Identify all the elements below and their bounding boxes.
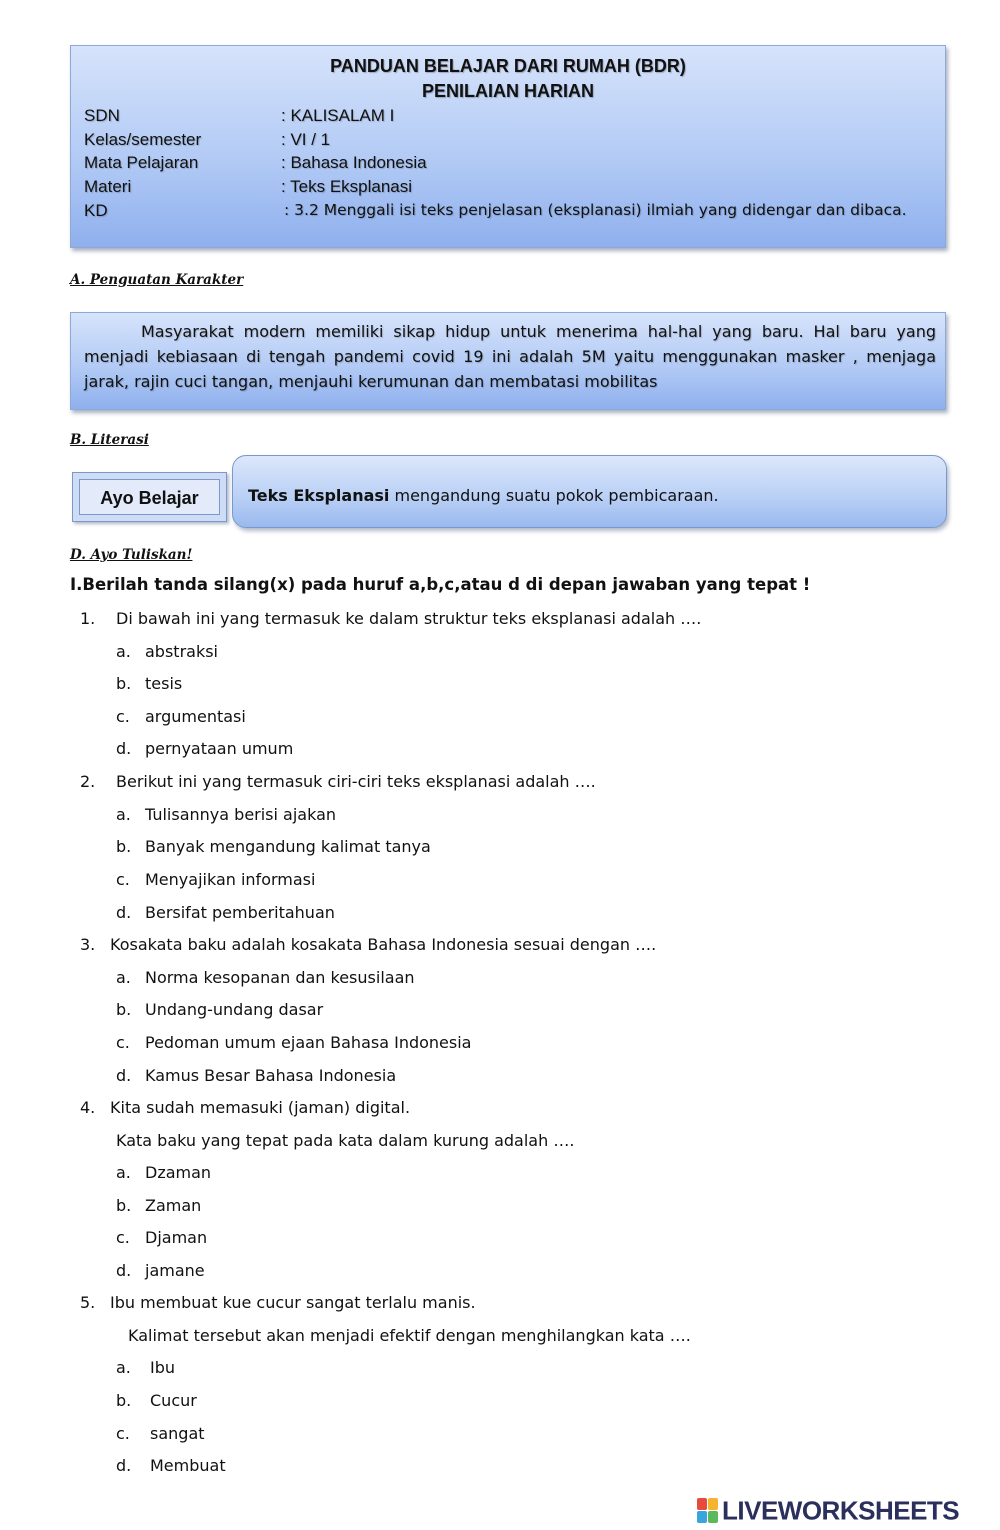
liveworksheets-watermark: [697, 1494, 959, 1524]
q3-option-d-letter[interactable]: d.: [116, 1066, 132, 1085]
question-5-number: 5.: [80, 1293, 96, 1312]
q1-option-a-text: abstraksi: [145, 642, 218, 661]
header-label-mapel: Mata Pelajaran: [84, 153, 199, 172]
q3-option-d-text: Kamus Besar Bahasa Indonesia: [145, 1066, 397, 1085]
header-label-sdn: SDN: [84, 106, 120, 125]
q5-option-c-text: sangat: [150, 1424, 205, 1443]
q2-option-a-letter[interactable]: a.: [116, 805, 131, 824]
q5-option-b-letter[interactable]: b.: [116, 1391, 132, 1410]
q2-option-d-letter[interactable]: d.: [116, 903, 132, 922]
question-3-text: Kosakata baku adalah kosakata Bahasa Indonesia sesuai dengan ….: [110, 935, 657, 954]
question-4-text: Kita sudah memasuki (jaman) digital.: [110, 1098, 411, 1117]
header-box: [70, 45, 946, 248]
q2-option-c-letter[interactable]: c.: [116, 870, 130, 889]
liveworksheets-logo-icon: [697, 1498, 719, 1524]
ayo-belajar-text: Ayo Belajar: [79, 479, 220, 515]
q2-option-b-letter[interactable]: b.: [116, 837, 132, 856]
q3-option-c-letter[interactable]: c.: [116, 1033, 130, 1052]
question-5-text: Ibu membuat kue cucur sangat terlalu manis.: [110, 1293, 476, 1312]
question-5-subtext: Kalimat tersebut akan menjadi efektif dengan menghilangkan kata ….: [128, 1326, 691, 1345]
q1-option-d-text: pernyataan umum: [145, 739, 294, 758]
q1-option-b-letter[interactable]: b.: [116, 674, 132, 693]
q5-option-a-text: Ibu: [150, 1358, 176, 1377]
section-d-heading: D. Ayo Tuliskan!: [70, 547, 193, 563]
header-value-mapel: : Bahasa Indonesia: [281, 153, 427, 172]
q4-option-c-letter[interactable]: c.: [116, 1228, 130, 1247]
q4-option-b-text: Zaman: [145, 1196, 202, 1215]
header-value-sdn: : KALISALAM I: [281, 106, 395, 125]
header-value-kd: : 3.2 Menggali isi teks penjelasan (eksplanasi) ilmiah yang didengar dan dibaca.: [284, 201, 907, 219]
q1-option-c-text: argumentasi: [145, 707, 246, 726]
q4-option-a-text: Dzaman: [145, 1163, 212, 1182]
q1-option-b-text: tesis: [145, 674, 183, 693]
q5-option-b-text: Cucur: [150, 1391, 197, 1410]
ayo-belajar-label: [72, 472, 227, 522]
question-4-number: 4.: [80, 1098, 96, 1117]
q3-option-b-letter[interactable]: b.: [116, 1000, 132, 1019]
q4-option-d-text: jamane: [145, 1261, 205, 1280]
q3-option-c-text: Pedoman umum ejaan Bahasa Indonesia: [145, 1033, 472, 1052]
watermark-text: LIVEWORKSHEETS: [722, 1495, 960, 1526]
header-value-kelas: : VI / 1: [281, 130, 331, 149]
question-2-number: 2.: [80, 772, 96, 791]
ayo-belajar-content: [232, 455, 947, 528]
header-label-kd: KD: [84, 201, 108, 220]
q5-option-a-letter[interactable]: a.: [116, 1358, 131, 1377]
header-title: PANDUAN BELAJAR DARI RUMAH (BDR): [330, 56, 686, 76]
q4-option-c-text: Djaman: [145, 1228, 208, 1247]
q4-option-d-letter[interactable]: d.: [116, 1261, 132, 1280]
question-1-text: Di bawah ini yang termasuk ke dalam struktur teks eksplanasi adalah ….: [116, 609, 702, 628]
q5-option-d-letter[interactable]: d.: [116, 1456, 132, 1475]
q4-option-b-letter[interactable]: b.: [116, 1196, 132, 1215]
q2-option-d-text: Bersifat pemberitahuan: [145, 903, 335, 922]
karakter-box: [70, 312, 946, 410]
term-rest: mengandung suatu pokok pembicaraan.: [389, 486, 719, 505]
q5-option-c-letter[interactable]: c.: [116, 1424, 130, 1443]
header-label-kelas: Kelas/semester: [84, 130, 202, 149]
q2-option-b-text: Banyak mengandung kalimat tanya: [145, 837, 431, 856]
question-1-number: 1.: [80, 609, 96, 628]
q2-option-a-text: Tulisannya berisi ajakan: [145, 805, 337, 824]
instruction: I.Berilah tanda silang(x) pada huruf a,b,c,atau d di depan jawaban yang tepat !: [70, 575, 811, 594]
section-b-heading: B. Literasi: [70, 432, 149, 448]
question-2-text: Berikut ini yang termasuk ciri-ciri teks eksplanasi adalah ….: [116, 772, 596, 791]
header-label-materi: Materi: [84, 177, 132, 196]
q1-option-c-letter[interactable]: c.: [116, 707, 130, 726]
karakter-text: Masyarakat modern memiliki sikap hidup untuk menerima hal-hal yang baru. Hal baru yang menjadi kebiasaan di tengah pandemi covid 19 ini adalah 5M yaitu menggunakan masker , menjaga jarak, rajin cuci tangan, menjauhi kerumunan dan membatasi mobilitas: [84, 322, 936, 391]
q3-option-b-text: Undang-undang dasar: [145, 1000, 324, 1019]
question-4-subtext: Kata baku yang tepat pada kata dalam kurung adalah ….: [116, 1131, 575, 1150]
q1-option-d-letter[interactable]: d.: [116, 739, 132, 758]
header-value-materi: : Teks Eksplanasi: [281, 177, 413, 196]
ayo-belajar-sentence: [248, 486, 719, 505]
q3-option-a-text: Norma kesopanan dan kesusilaan: [145, 968, 415, 987]
q3-option-a-letter[interactable]: a.: [116, 968, 131, 987]
term-bold: Teks Eksplanasi: [248, 486, 390, 505]
q5-option-d-text: Membuat: [150, 1456, 226, 1475]
q4-option-a-letter[interactable]: a.: [116, 1163, 131, 1182]
section-a-heading: A. Penguatan Karakter: [70, 272, 244, 288]
question-3-number: 3.: [80, 935, 96, 954]
q1-option-a-letter[interactable]: a.: [116, 642, 131, 661]
header-subtitle: PENILAIAN HARIAN: [421, 81, 594, 101]
q2-option-c-text: Menyajikan informasi: [145, 870, 316, 889]
